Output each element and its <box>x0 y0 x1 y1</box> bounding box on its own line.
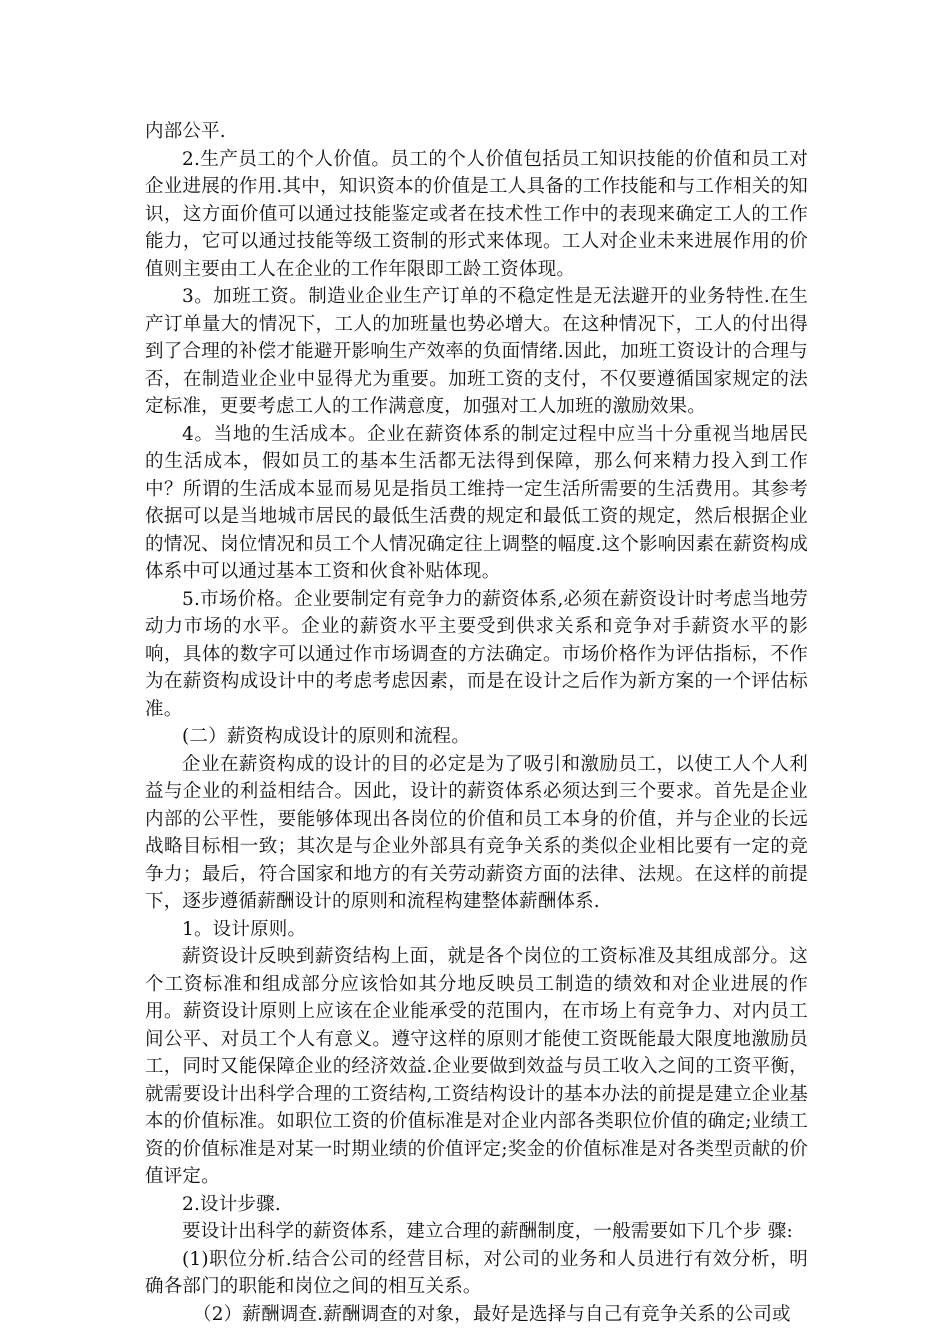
paragraph-10: （2）薪酬调查.薪酬调查的对象，最好是选择与自己有竞争关系的公司或 <box>193 1303 791 1325</box>
paragraph-4: 4。当地的生活成本。企业在薪资体系的制定过程中应当十分重视当地居民的生活成本，假如员工的基本生活都无法得到保障，那么何来精力投入到工作中？所谓的生活成本显而易见是指员工维持一定生活所需要的生活费用。其参考依据可以是当地城市居民的最低生活费的规定和最低工资的规定，然后根据企业的情况、岗位情况和员工个人情况确定往上调整的幅度.这个影响因素在薪资构成体系中可以通过基本工资和伙食补贴体现。 <box>145 423 808 582</box>
paragraph-6: 企业在薪资构成的设计的目的必定是为了吸引和激励员工，以使工人个人利益与企业的利益相结合。因此，设计的薪资体系必须达到三个要求。首先是企业内部的公平性，要能够体现出各岗位的价值和员工本身的价值，并与企业的长远战略目标相一致；其次是与企业外部具有竞争关系的类似企业相比要有一定的竞争力；最后，符合国家和地方的有关劳动薪资方面的法律、法规。在这样的前提下，逐步遵循薪酬设计的原则和流程构建整体薪酬体系. <box>145 753 808 912</box>
subheading-design-principles: 1。设计原则。 <box>182 918 307 940</box>
paragraph-8: 要设计出科学的薪资体系，建立合理的薪酬制度，一般需要如下几个步 骤: <box>182 1221 793 1242</box>
paragraph-1: 内部公平. <box>145 121 226 142</box>
paragraph-3: 3。加班工资。制造业企业生产订单的不稳定性是无法避开的业务特性.在生产订单量大的情况下，工人的加班量也势必增大。在这种情况下，工人的付出得到了合理的补偿才能避开影响生产效率的负面情绪.因此，加班工资设计的合理与否，在制造业企业中显得尤为重要。加班工资的支付，不仅要遵循国家规定的法定标准，更要考虑工人的工作满意度，加强对工人加班的激励效果。 <box>145 286 808 417</box>
subheading-design-steps: 2.设计步骤. <box>182 1193 281 1215</box>
paragraph-7: 薪资设计反映到薪资结构上面，就是各个岗位的工资标准及其组成部分。这个工资标准和组成部分应该恰如其分地反映员工制造的绩效和对企业进展的作用。薪资设计原则上应该在企业能承受的范围内，在市场上有竞争力、对内员工间公平、对员工个人有意义。遵守这样的原则才能使工资既能最大限度地激励员工，同时又能保障企业的经济效益.企业要做到效益与员工收入之间的工资平衡，就需要设计出科学合理的工资结构,工资结构设计的基本办法的前提是建立企业基本的价值标准。如职位工资的价值标准是对企业内部各类职位价值的确定;业绩工资的价值标准是对某一时期业绩的价值评定;奖金的价值标准是对各类型贡献的价值评定。 <box>145 946 808 1187</box>
paragraph-2: 2.生产员工的个人价值。员工的个人价值包括员工知识技能的价值和员工对企业进展的作用.其中，知识资本的价值是工人具备的工作技能和与工作相关的知识，这方面价值可以通过技能鉴定或者在技术性工作中的表现来确定工人的工作能力，它可以通过技能等级工资制的形式来体现。工人对企业未来进展作用的价值则主要由工人在企业的工作年限即工龄工资体现。 <box>145 148 808 280</box>
section-heading: (二）薪资构成设计的原则和流程。 <box>182 726 470 747</box>
paragraph-9: (1)职位分析.结合公司的经营目标，对公司的业务和人员进行有效分析，明确各部门的职能和岗位之间的相互关系。 <box>145 1248 808 1297</box>
document-page <box>145 118 808 1328</box>
paragraph-5: 5.市场价格。企业要制定有竞争力的薪资体系,必须在薪资设计时考虑当地劳动力市场的水平。企业的薪资水平主要受到供求关系和竞争对手薪资水平的影响，具体的数字可以通过作市场调查的方法确定。市场价格作为评估指标，不作为在薪资构成设计中的考虑考虑因素，而是在设计之后作为新方案的一个评估标准。 <box>145 588 808 720</box>
